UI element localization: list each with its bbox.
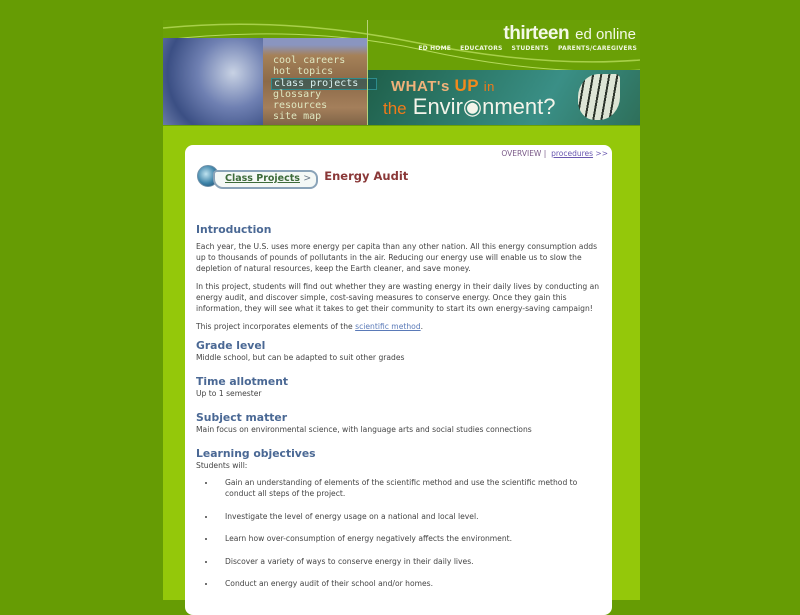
procedures-link[interactable]: procedures <box>551 149 594 158</box>
site-nav-site-map[interactable]: site map <box>273 110 322 122</box>
heading-time-allotment: Time allotment <box>196 375 289 388</box>
fish-image <box>578 74 620 120</box>
time-text: Up to 1 semester <box>196 389 262 398</box>
site-nav-glossary[interactable]: glossary <box>273 89 322 101</box>
content-panel <box>185 145 612 615</box>
overview-label: OVERVIEW <box>501 149 542 158</box>
grade-text: Middle school, but can be adapted to suit other grades <box>196 353 405 362</box>
next-arrows[interactable]: >> <box>595 149 608 158</box>
heading-subject-matter: Subject matter <box>196 411 288 424</box>
earth-image <box>163 38 263 125</box>
heading-grade-level: Grade level <box>196 339 266 352</box>
list-item: • Learn how over-consumption of energy negatively affects the environment. <box>216 533 601 544</box>
sub-nav: OVERVIEW | procedures >> <box>501 149 608 158</box>
nav-parents[interactable]: PARENTS/CAREGIVERS <box>557 45 637 52</box>
intro-paragraph: In this project, students will find out whether they are wasting energy in their daily lives by conducting an energy audit, and discover simple, cost-saving measures to conserve energy. Once they gain this information, they will see what it takes to get their community to start its own energy-saving campaign! <box>196 282 600 313</box>
list-item: • Investigate the level of energy usage on a national and local level. <box>216 511 601 522</box>
main-content <box>196 223 601 601</box>
site-nav <box>271 56 377 123</box>
page-title: Energy Audit <box>324 168 409 183</box>
intro-paragraph: This project incorporates elements of the scientific method. <box>196 322 424 331</box>
top-nav <box>418 45 637 52</box>
list-item: • Conduct an energy audit of their school and/or homes. <box>216 578 601 589</box>
list-item: • Gain an understanding of elements of the scientific method and use the scientific method to conduct all steps of the project. <box>216 477 601 499</box>
thirteen-logo[interactable]: thirteen ed online <box>503 23 636 44</box>
objectives-intro: Students will: <box>196 461 248 470</box>
nav-ed-home[interactable]: ED HOME <box>418 45 452 52</box>
scientific-method-link[interactable]: scientific method <box>355 322 421 331</box>
intro-paragraph: Each year, the U.S. uses more energy per capita than any other nation. All this energy consumption adds up to thousands of pounds of pollutants in the air. Reducing our energy use will enable us to slow the depletion of natural resources, keep the Earth cleaner, and save money. <box>196 242 598 273</box>
site-header <box>163 20 640 126</box>
subject-text: Main focus on environmental science, with language arts and social studies connections <box>196 425 532 434</box>
site-nav-cool-careers[interactable]: cool careers <box>273 55 346 66</box>
site-nav-hot-topics[interactable]: hot topics <box>273 65 334 77</box>
banner-title-line1: WHAT's UP in <box>391 76 495 95</box>
banner-title-line2: the Envir◉nment? <box>383 94 556 119</box>
divider <box>367 20 368 125</box>
objectives-list <box>196 477 601 589</box>
breadcrumb <box>197 162 408 189</box>
site-nav-class-projects[interactable]: class projects <box>271 78 377 91</box>
nav-students[interactable]: STUDENTS <box>511 45 549 52</box>
site-nav-resources[interactable]: resources <box>273 100 328 112</box>
class-projects-button[interactable]: Class Projects > <box>213 170 318 189</box>
nav-educators[interactable]: EDUCATORS <box>460 45 503 52</box>
heading-introduction: Introduction <box>196 223 272 236</box>
list-item: • Discover a variety of ways to conserve energy in their daily lives. <box>216 556 601 567</box>
heading-learning-objectives: Learning objectives <box>196 447 316 460</box>
